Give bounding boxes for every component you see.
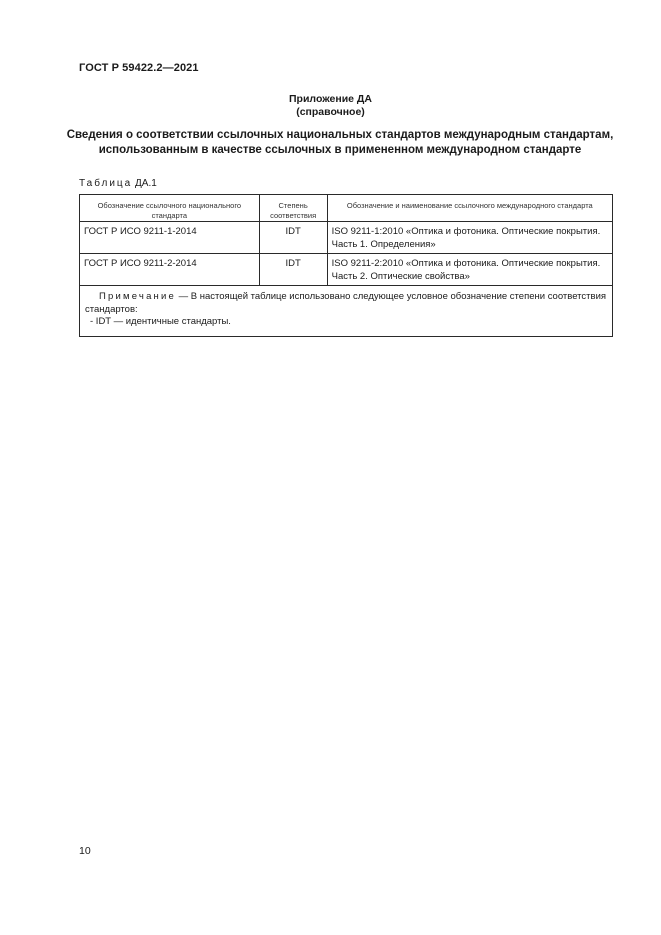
page-number: 10 xyxy=(79,845,91,857)
section-title xyxy=(60,128,620,158)
appendix-heading xyxy=(0,93,661,119)
appendix-subtitle: (справочное) xyxy=(296,106,365,118)
note-text: — В настоящей таблице использовано следующее условное обозначение степени соответствия стандартов: xyxy=(85,291,607,315)
table-row xyxy=(80,222,613,254)
table-row xyxy=(80,254,613,286)
national-standard-cell: ГОСТ Р ИСО 9211-1-2014 xyxy=(80,222,260,254)
table-note xyxy=(80,286,613,337)
international-standard-cell: ISO 9211-1:2010 «Оптика и фотоника. Оптические покрытия. Часть 1. Определения» xyxy=(327,222,612,254)
note-label: Примечание xyxy=(99,291,176,302)
national-standard-cell: ГОСТ Р ИСО 9211-2-2014 xyxy=(80,254,260,286)
table-header-row xyxy=(80,195,613,222)
document-code: ГОСТ Р 59422.2—2021 xyxy=(79,62,199,74)
appendix-title: Приложение ДА xyxy=(289,93,372,105)
degree-cell: IDT xyxy=(259,254,327,286)
international-standard-cell: ISO 9211-2:2010 «Оптика и фотоника. Оптические покрытия. Часть 2. Оптические свойства» xyxy=(327,254,612,286)
section-title-line-1: Сведения о соответствии ссылочных национальных стандартов международным стандартам, xyxy=(66,129,614,141)
table-note-row xyxy=(80,286,613,337)
header-national-standard: Обозначение ссылочного национального стандарта xyxy=(80,195,260,222)
header-degree: Степень соответствия xyxy=(259,195,327,222)
degree-cell: IDT xyxy=(259,222,327,254)
table-label xyxy=(79,178,157,189)
table-label-word: Таблица xyxy=(79,178,133,189)
section-title-line-2: использованным в качестве ссылочных в примененном международном стандарте xyxy=(98,144,582,156)
note-item: - IDT — идентичные стандарты. xyxy=(90,316,231,327)
correspondence-table xyxy=(79,194,613,337)
table-label-number: ДА.1 xyxy=(135,178,157,189)
header-international-standard: Обозначение и наименование ссылочного международного стандарта xyxy=(327,195,612,222)
